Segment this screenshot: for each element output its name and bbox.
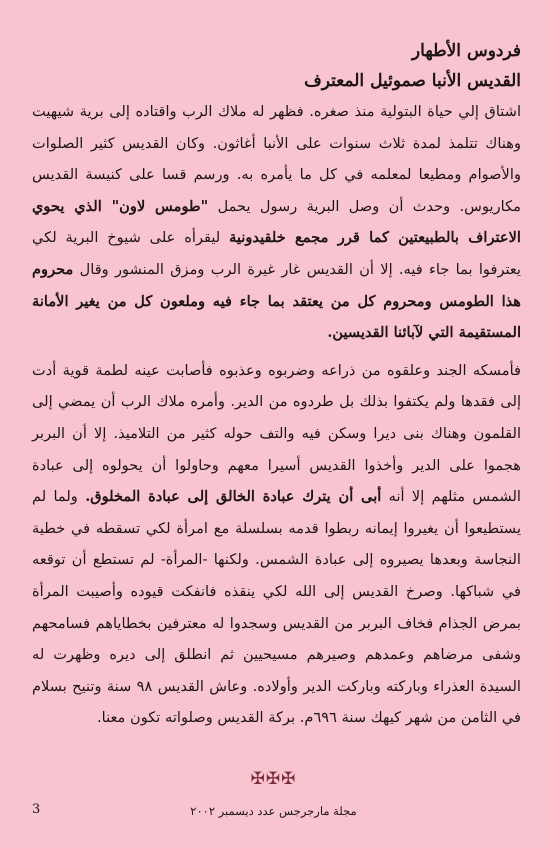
paragraph-2-text-a: فأمسكه الجند وعلقوه من ذراعه وضربوه وعذبوه فأصابت عينه لطمة قوية أدت إلى فقدها ولم يكتفوا بذلك بل طردوه من الدير. وأمره ملاك الرب أن يمضي إلى القلمون وهناك بنى ديرا وسكن فيه والتف حوله كثير من التلاميذ. إلا أن البربر هجموا على الدير وأخذوا القديس أسيرا معهم وحاولوا أن يحولوه إلى عبادة الشمس مثلهم إلا أنه: [32, 361, 521, 506]
section-title: فردوس الأطهار: [411, 41, 521, 61]
paragraph-1-text-b: ليقرأه على شيوخ البرية لكي يعترفوا بما جاء فيه. إلا أن القديس غار غيرة الرب ومزق المنشور وقال: [32, 229, 521, 278]
magazine-footer: مجلة مارجرجس عدد ديسمبر ٢٠٠٢: [190, 804, 357, 818]
paragraph-2-bold-a: أبى أن يترك عبادة الخالق إلى عبادة المخلوق.: [85, 488, 382, 506]
paragraph-1: [32, 96, 521, 349]
paragraph-1-bold-b: محروم هذا الطومس ومحروم كل من يعتقد بما جاء فيه وملعون كل من يغير الأمانة المستقيمة التي لآبائنا القديسين.: [32, 260, 521, 342]
paragraph-2: [32, 355, 521, 734]
article-title: القديس الأنبا صموئيل المعترف: [304, 71, 521, 91]
paragraph-1-text-a: اشتاق إلي حياة البتولية منذ صغره. فظهر له ملاك الرب واقتاده إلى برية شيهيت وهناك تتلمذ لمدة ثلاث سنوات على الأنبا أغاثون. وكان القديس كثير الصلوات والأصوام ومطيعا لمعلمه في كل ما يأمره به. ورسم قسا على كنيسة القديس مكاريوس. وحدث أن وصل البرية رسول يحمل: [32, 103, 521, 215]
paragraph-2-text-b: ولما لم يستطيعوا أن يغيروا إيمانه ربطوا قدمه بسلسلة مع امرأة لكي تسقطه في خطية النجاسة وبعدها يصيروه إلى عبادة الشمس. ولكنها -المرأة- لم تستطع أن توقعه في شباكها. وصرخ القديس إلى الله لكي ينقذه فانفكت قيوده وأصيبت المرأة بمرض الجذام فخاف البربر من القديس وسجدوا له معترفين بخطاياهم فسامحهم وشفى مرضاهم وعمدهم وصيرهم مسيحيين ثم انطلق إلى ديره وظهرت له السيدة العذراء وباركته وباركت الدير وأولاده. وعاش القديس ٩٨ سنة وتنيح بسلام في الثامن من شهر كيهك سنة ٦٩٦م. بركة القديس وصلواته تكون معنا.: [32, 488, 521, 727]
paragraph-1-bold-a: "طومس لاون" الذي يحوي الاعتراف بالطبيعتين كما قرر مجمع خلقيدونية: [32, 197, 521, 247]
coptic-crosses-ornament: ✠✠✠: [250, 769, 297, 789]
page-number: 3: [32, 802, 41, 817]
